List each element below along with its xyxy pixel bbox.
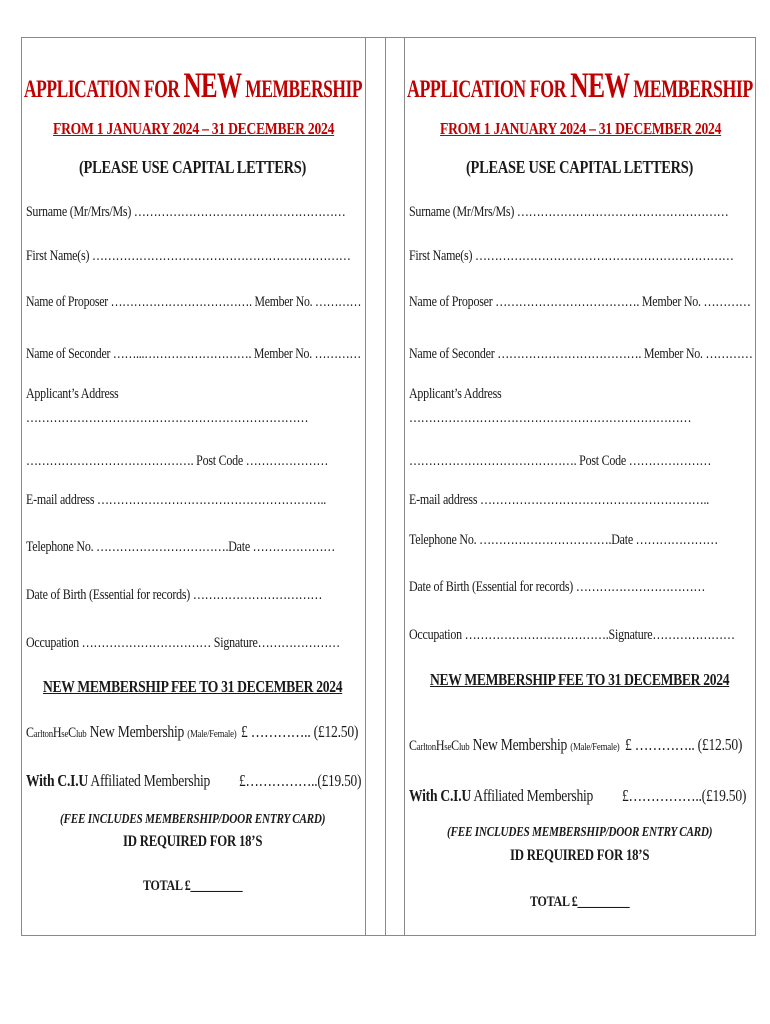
ciu-membership-line: With C.I.U Affiliated Membership [26, 771, 211, 790]
ciu-membership-line: With C.I.U Affiliated Membership [409, 786, 594, 805]
capitals-instruction: (PLEASE USE CAPITAL LETTERS) [79, 157, 307, 177]
address-field[interactable]: ……………………………………………………………… [26, 410, 309, 426]
fee-includes-note: (FEE INCLUDES MEMBERSHIP/DOOR ENTRY CARD) [60, 812, 326, 827]
telephone-field[interactable]: Telephone No. …………………………….Date ………………… [409, 532, 719, 548]
fee-heading: NEW MEMBERSHIP FEE TO 31 DECEMBER 2024 [430, 670, 730, 689]
ciu-membership-price[interactable]: £……………..(£19.50) [239, 771, 362, 790]
form-title [407, 64, 753, 106]
club-membership-line: CarltonHseClub New Membership (Male/Female) [409, 735, 620, 754]
title-new: NEW [570, 65, 630, 105]
id-required-note: ID REQUIRED FOR 18’S [123, 833, 263, 850]
address-label: Applicant’s Address [26, 386, 119, 402]
address-label: Applicant’s Address [409, 386, 502, 402]
email-field[interactable]: E-mail address ………………………………………………….. [409, 492, 710, 508]
club-membership-price[interactable]: £ ………….. (£12.50) [625, 735, 743, 754]
divider-line [385, 37, 386, 936]
seconder-field[interactable]: Name of Seconder ………………………………. Member No. ………… [409, 346, 753, 362]
date-of-birth-field[interactable]: Date of Birth (Essential for records) …………………………… [26, 587, 323, 603]
occupation-field[interactable]: Occupation ……………………………….Signature………………… [409, 627, 735, 643]
surname-field[interactable]: Surname (Mr/Mrs/Ms) ……………………………………………… [409, 204, 729, 220]
date-of-birth-field[interactable]: Date of Birth (Essential for records) …………………………… [409, 579, 706, 595]
total-field[interactable]: TOTAL £_________ [143, 878, 243, 894]
occupation-field[interactable]: Occupation …………………………… Signature………………… [26, 635, 340, 651]
first-names-field[interactable]: First Name(s) ………………………………………………………… [409, 248, 734, 264]
club-membership-price[interactable]: £ ………….. (£12.50) [241, 722, 359, 741]
proposer-field[interactable]: Name of Proposer ………………………………. Member No. ………… [26, 294, 362, 310]
form-title [24, 64, 362, 106]
membership-period: FROM 1 JANUARY 2024 – 31 DECEMBER 2024 [52, 119, 334, 138]
seconder-field[interactable]: Name of Seconder ……...………………………. Member No. ………… [26, 346, 361, 362]
id-required-note: ID REQUIRED FOR 18’S [510, 847, 650, 864]
total-field[interactable]: TOTAL £_________ [530, 894, 630, 910]
email-field[interactable]: E-mail address ………………………………………………….. [26, 492, 327, 508]
membership-period: FROM 1 JANUARY 2024 – 31 DECEMBER 2024 [439, 119, 721, 138]
club-membership-line: CarltonHseClub New Membership (Male/Female) [26, 722, 237, 741]
application-form-left [21, 37, 365, 936]
application-form-right [404, 37, 756, 936]
ciu-membership-price[interactable]: £……………..(£19.50) [622, 786, 747, 805]
surname-field[interactable]: Surname (Mr/Mrs/Ms) ……………………………………………… [26, 204, 346, 220]
capitals-instruction: (PLEASE USE CAPITAL LETTERS) [466, 157, 694, 177]
fee-includes-note: (FEE INCLUDES MEMBERSHIP/DOOR ENTRY CARD) [447, 825, 713, 840]
fee-heading: NEW MEMBERSHIP FEE TO 31 DECEMBER 2024 [43, 677, 343, 696]
postcode-field[interactable]: ……………………………………. Post Code ………………… [26, 453, 329, 469]
title-suffix: MEMBERSHIP [629, 76, 753, 103]
postcode-field[interactable]: ……………………………………. Post Code ………………… [409, 453, 712, 469]
title-prefix: APPLICATION FOR [24, 76, 184, 103]
first-names-field[interactable]: First Name(s) ………………………………………………………… [26, 248, 351, 264]
telephone-field[interactable]: Telephone No. …………………………….Date ………………… [26, 539, 336, 555]
title-prefix: APPLICATION FOR [407, 76, 571, 103]
address-field[interactable]: ……………………………………………………………… [409, 410, 692, 426]
divider-line [365, 37, 366, 936]
title-new: NEW [183, 65, 242, 105]
proposer-field[interactable]: Name of Proposer ………………………………. Member No. ………… [409, 294, 751, 310]
title-suffix: MEMBERSHIP [241, 76, 363, 103]
